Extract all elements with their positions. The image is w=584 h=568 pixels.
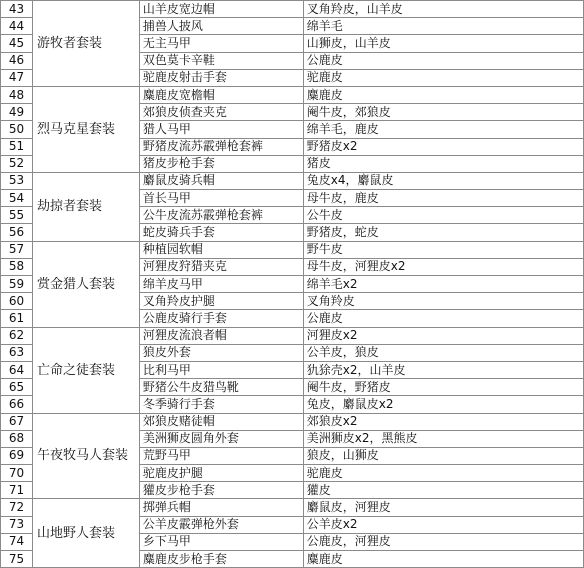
row-number: 48 xyxy=(1,86,33,103)
outfit-set-name: 游牧者套装 xyxy=(32,1,139,87)
item-name: 掷弹兵帽 xyxy=(139,499,303,516)
row-number: 72 xyxy=(1,499,33,516)
required-materials: 母牛皮，河狸皮x2 xyxy=(303,258,583,275)
table-row xyxy=(1,1,584,18)
required-materials: 野猪皮，蛇皮 xyxy=(303,224,583,241)
required-materials: 獾皮 xyxy=(303,482,583,499)
row-number: 50 xyxy=(1,121,33,138)
item-name: 山羊皮宽边帽 xyxy=(139,1,303,18)
outfit-set-name: 赏金猎人套装 xyxy=(32,241,139,327)
required-materials: 公鹿皮 xyxy=(303,310,583,327)
item-name: 首长马甲 xyxy=(139,190,303,207)
outfit-set-name: 山地野人套装 xyxy=(32,499,139,568)
table-row xyxy=(1,413,584,430)
item-name: 郊狼皮侦查夹克 xyxy=(139,104,303,121)
item-name: 公牛皮流苏霰弹枪套裤 xyxy=(139,207,303,224)
table-row xyxy=(1,327,584,344)
required-materials: 猪皮 xyxy=(303,155,583,172)
item-name: 野猪皮流苏霰弹枪套裤 xyxy=(139,138,303,155)
table-row xyxy=(1,241,584,258)
required-materials: 阉牛皮，郊狼皮 xyxy=(303,104,583,121)
row-number: 49 xyxy=(1,104,33,121)
row-number: 65 xyxy=(1,379,33,396)
required-materials: 公鹿皮，河狸皮 xyxy=(303,533,583,550)
required-materials: 驼鹿皮 xyxy=(303,465,583,482)
required-materials: 狼皮，山狮皮 xyxy=(303,447,583,464)
item-name: 乡下马甲 xyxy=(139,533,303,550)
item-name: 野猪公牛皮猎鸟靴 xyxy=(139,379,303,396)
row-number: 54 xyxy=(1,190,33,207)
required-materials: 麝鼠皮，河狸皮 xyxy=(303,499,583,516)
row-number: 57 xyxy=(1,241,33,258)
item-name: 叉角羚皮护腿 xyxy=(139,293,303,310)
item-name: 麝鼠皮骑兵帽 xyxy=(139,172,303,189)
row-number: 66 xyxy=(1,396,33,413)
item-name: 双色莫卡辛鞋 xyxy=(139,52,303,69)
row-number: 45 xyxy=(1,35,33,52)
row-number: 51 xyxy=(1,138,33,155)
item-name: 无主马甲 xyxy=(139,35,303,52)
item-name: 河狸皮狩猎夹克 xyxy=(139,258,303,275)
item-name: 驼鹿皮护腿 xyxy=(139,465,303,482)
required-materials: 野猪皮x2 xyxy=(303,138,583,155)
table-row xyxy=(1,499,584,516)
required-materials: 野牛皮 xyxy=(303,241,583,258)
required-materials: 麋鹿皮 xyxy=(303,551,583,568)
item-name: 獾皮步枪手套 xyxy=(139,482,303,499)
item-name: 绵羊皮马甲 xyxy=(139,276,303,293)
row-number: 69 xyxy=(1,447,33,464)
row-number: 61 xyxy=(1,310,33,327)
item-name: 狼皮外套 xyxy=(139,344,303,361)
outfit-set-name: 烈马克星套装 xyxy=(32,86,139,172)
row-number: 74 xyxy=(1,533,33,550)
item-name: 猪皮步枪手套 xyxy=(139,155,303,172)
row-number: 59 xyxy=(1,276,33,293)
outfit-set-name: 劫掠者套装 xyxy=(32,172,139,241)
row-number: 44 xyxy=(1,18,33,35)
row-number: 46 xyxy=(1,52,33,69)
item-name: 种植园软帽 xyxy=(139,241,303,258)
required-materials: 犰狳壳x2，山羊皮 xyxy=(303,361,583,378)
item-name: 麋鹿皮宽檐帽 xyxy=(139,86,303,103)
row-number: 70 xyxy=(1,465,33,482)
item-name: 美洲狮皮圆角外套 xyxy=(139,430,303,447)
item-name: 麋鹿皮步枪手套 xyxy=(139,551,303,568)
outfit-set-name: 亡命之徒套装 xyxy=(32,327,139,413)
row-number: 68 xyxy=(1,430,33,447)
item-name: 河狸皮流浪者帽 xyxy=(139,327,303,344)
required-materials: 绵羊毛x2 xyxy=(303,276,583,293)
row-number: 73 xyxy=(1,516,33,533)
row-number: 55 xyxy=(1,207,33,224)
item-name: 比利马甲 xyxy=(139,361,303,378)
row-number: 64 xyxy=(1,361,33,378)
required-materials: 绵羊毛，鹿皮 xyxy=(303,121,583,138)
row-number: 43 xyxy=(1,1,33,18)
item-name: 蛇皮骑兵手套 xyxy=(139,224,303,241)
table-row xyxy=(1,86,584,103)
row-number: 58 xyxy=(1,258,33,275)
item-name: 荒野马甲 xyxy=(139,447,303,464)
required-materials: 山狮皮，山羊皮 xyxy=(303,35,583,52)
required-materials: 公鹿皮 xyxy=(303,52,583,69)
table-row xyxy=(1,172,584,189)
item-name: 捕兽人披风 xyxy=(139,18,303,35)
required-materials: 公羊皮x2 xyxy=(303,516,583,533)
required-materials: 阉牛皮，野猪皮 xyxy=(303,379,583,396)
row-number: 67 xyxy=(1,413,33,430)
required-materials: 郊狼皮x2 xyxy=(303,413,583,430)
item-name: 猎人马甲 xyxy=(139,121,303,138)
required-materials: 麋鹿皮 xyxy=(303,86,583,103)
required-materials: 公牛皮 xyxy=(303,207,583,224)
row-number: 56 xyxy=(1,224,33,241)
item-name: 公鹿皮骑行手套 xyxy=(139,310,303,327)
outfit-set-name: 午夜牧马人套装 xyxy=(32,413,139,499)
row-number: 75 xyxy=(1,551,33,568)
required-materials: 河狸皮x2 xyxy=(303,327,583,344)
row-number: 52 xyxy=(1,155,33,172)
required-materials: 兔皮x4，麝鼠皮 xyxy=(303,172,583,189)
row-number: 47 xyxy=(1,69,33,86)
required-materials: 母牛皮，鹿皮 xyxy=(303,190,583,207)
item-name: 驼鹿皮射击手套 xyxy=(139,69,303,86)
row-number: 71 xyxy=(1,482,33,499)
item-name: 郊狼皮赌徒帽 xyxy=(139,413,303,430)
required-materials: 绵羊毛 xyxy=(303,18,583,35)
item-name: 冬季骑行手套 xyxy=(139,396,303,413)
row-number: 60 xyxy=(1,293,33,310)
item-name: 公羊皮霰弹枪外套 xyxy=(139,516,303,533)
required-materials: 叉角羚皮，山羊皮 xyxy=(303,1,583,18)
required-materials: 公羊皮，狼皮 xyxy=(303,344,583,361)
required-materials: 叉角羚皮 xyxy=(303,293,583,310)
required-materials: 美洲狮皮x2，黑熊皮 xyxy=(303,430,583,447)
required-materials: 驼鹿皮 xyxy=(303,69,583,86)
row-number: 53 xyxy=(1,172,33,189)
required-materials: 兔皮，麝鼠皮x2 xyxy=(303,396,583,413)
row-number: 63 xyxy=(1,344,33,361)
row-number: 62 xyxy=(1,327,33,344)
